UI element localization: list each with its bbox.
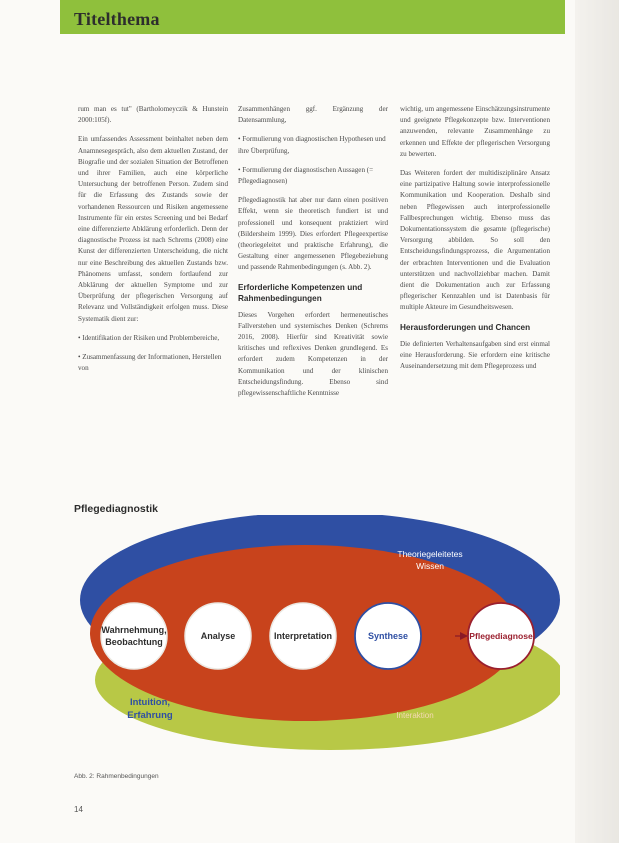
text-column-1	[78, 104, 228, 382]
green-label-line1: Intuition,	[129, 697, 171, 708]
page-title: Titelthema	[74, 9, 160, 29]
paragraph: Die definierten Verhaltensaufgaben sind erst einmal eine Herausforderung. Sie erfordern eine kritische Auseinandersetzung mit dem Pflegeprozess und	[400, 339, 550, 371]
circle-label-synthese: Synthese	[367, 631, 409, 641]
diagram-title: Pflegediagnostik	[74, 503, 159, 515]
list-item: • Zusammenfassung der Informationen, Herstellen von	[78, 353, 222, 373]
figure-caption: Abb. 2: Rahmenbedingungen	[74, 773, 159, 780]
page-edge	[575, 0, 619, 843]
text-column-2	[238, 104, 388, 407]
paragraph: Das Weiteren fordert der multidisziplinäre Ansatz eine partizipative Haltung sowie interprofessionelle Kommunikation und Kooperation. Deshalb sind neben Pflegewissen auch interprofessionelle Fallbesprechungen wichtig. Ebenso muss das Dokumentationssystem die gesamte (pflegerische) Versorgung abbilden. So soll den Entscheidungsfindungsprozess, die Argumentation der erbrachten Interventionen und die Evaluation unterstützen und nachvollziehbar machen. Damit dient die Dokumentation auch zur Erfassung pflegerischer Kennzahlen und ist Datenbasis für multiple Akteure im Gesundheitswesen.	[400, 169, 550, 312]
circle-label-analyse: Analyse	[200, 631, 236, 641]
section-heading: Herausforderungen und Chancen	[400, 322, 531, 332]
paragraph: Dieses Vorgehen erfordert hermeneutisches Fallverstehen und systemisches Denken (Schrems 2016, 2008). Hierfür sind Kreativität sowie kritisches und reflexives Denken grundlegend. Es erfordert zudem Kompetenzen in der Kommunikation und der klinischen Entscheidungsfindung. Ebenso sind pflegewissenschaftliche Kenntnisse	[238, 310, 388, 398]
paragraph: Pflegediagnostik hat aber nur dann einen positiven Effekt, wenn sie theoretisch fundiert ist und professionell und konsequent praktiziert wird (Bildersheim 1999). Dies erfordert Pflegeexpertise (theoriegeleitet und praktische Erfahrung), die Gestaltung einer angemessenen Pflegebeziehung und passende Rahmenbedingungen (s. Abb. 2).	[238, 196, 388, 272]
paragraph: Ein umfassendes Assessment beinhaltet neben dem Anamnesegespräch, also dem aktuellen Zustand, der Biografie und der sozialen Situation der Betroffenen und ihrer Familien, auch eine körperliche Untersuchung der betroffenen Person. Zudem sind für die Erfassung des Zustands sowie der vorhandenen Ressourcen und Risiken angemessene Instrumente für ein erstes Screening und bei Bedarf eine differenzierte Abklärung erforderlich. Denn der diagnostische Prozess ist nach Schrems (2008) eine Kunst der differenzierten Unterscheidung, die nicht nur eine Beschreibung des aktuellen Zustands bzw. Phänomens umfasst, sondern fortlaufend zur Abklärung der aktuellen Symptome und zur Überprüfung der pflegerischen Versorgung auf Relevanz und Vollständigkeit erfolgen muss. Diese Systematik dient zur:	[78, 135, 228, 323]
list-item: • Formulierung von diagnostischen Hypothesen und ihre Überprüfung,	[238, 135, 386, 155]
text-column-3	[400, 104, 550, 380]
circle-wahrnehmung	[101, 603, 167, 669]
circle-label-interpretation: Interpretation	[273, 631, 333, 641]
paragraph: wichtig, um angemessene Einschätzungsinstrumente und geeignete Pflegekonzepte bzw. Interventionen anzuwenden, relevante Zusammenhänge zu erkennen und Effekte der pflegerischen Versorgung zu bewerten.	[400, 105, 550, 158]
list-item: • Identifikation der Risiken und Problembereiche,	[78, 333, 220, 342]
circle-label-pflegediagnose: Pflegediagnose	[469, 631, 533, 641]
section-heading: Erforderliche Kompetenzen und Rahmenbedingungen	[238, 282, 363, 303]
paragraph: rum man es tut" (Bartholomeyczik & Hunstein 2000:105f).	[78, 105, 228, 125]
page-number: 14	[74, 805, 83, 814]
paragraph: Zusammenhängen ggf. Ergänzung der Datensammlung,	[238, 105, 388, 125]
circle-label-wahrnehmung-1: Wahrnehmung,	[101, 625, 167, 635]
pflegediagnostik-diagram	[60, 515, 560, 770]
green-label-line2: Erfahrung	[127, 710, 173, 721]
blue-label-line2: Wissen	[416, 561, 444, 571]
blue-label-line1: Theoriegeleitetes	[397, 549, 463, 559]
red-label: Interaktion	[396, 711, 434, 720]
list-item: • Formulierung der diagnostischen Aussagen (= Pflegediagnosen)	[238, 165, 374, 186]
circle-label-wahrnehmung-2: Beobachtung	[105, 637, 163, 647]
